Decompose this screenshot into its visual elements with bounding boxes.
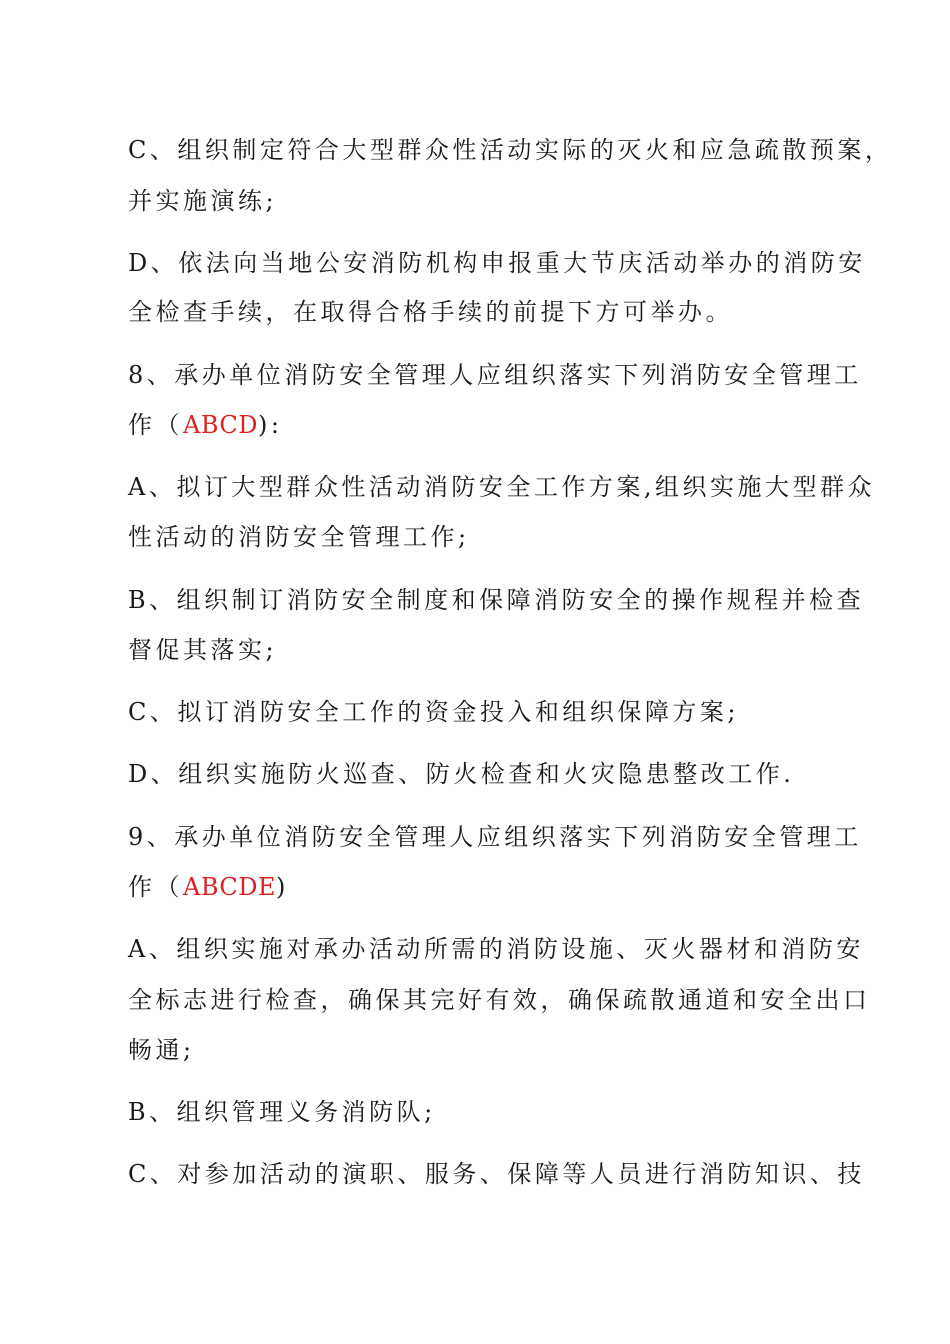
q7-option-c-line-2: 并实施演练; xyxy=(128,187,278,215)
q7-option-d-line-1: D、依法向当地公安消防机构申报重大节庆活动举办的消防安 xyxy=(128,249,866,277)
question-8-line-2 xyxy=(128,410,828,440)
q9-option-c-line-1: C、对参加活动的演职、服务、保障等人员进行消防知识、技 xyxy=(128,1160,865,1188)
question-8-prefix: 作（ xyxy=(128,411,183,439)
q7-option-d-line-2: 全检查手续，在取得合格手续的前提下方可举办。 xyxy=(128,298,733,326)
question-9-prefix: 作（ xyxy=(128,873,183,901)
question-8-suffix: ): xyxy=(258,411,283,439)
q8-option-c-line-1: C、拟订消防安全工作的资金投入和组织保障方案; xyxy=(128,698,739,726)
question-9-line-2 xyxy=(128,872,828,902)
q9-option-b-line-1: B、组织管理义务消防队; xyxy=(128,1098,436,1126)
question-8-line-1: 8、承办单位消防安全管理人应组织落实下列消防安全管理工 xyxy=(128,361,862,389)
question-9-answer: ABCDE xyxy=(183,873,277,901)
q9-option-a-line-2: 全标志进行检查，确保其完好有效，确保疏散通道和安全出口 xyxy=(128,986,871,1014)
q8-option-d-line-1: D、组织实施防火巡查、防火检查和火灾隐患整改工作. xyxy=(128,760,795,788)
question-9-line-1: 9、承办单位消防安全管理人应组织落实下列消防安全管理工 xyxy=(128,823,862,851)
question-9-suffix: ) xyxy=(276,873,289,901)
q9-option-a-line-3: 畅通; xyxy=(128,1036,195,1064)
q8-option-b-line-1: B、组织制订消防安全制度和保障消防安全的操作规程并检查 xyxy=(128,586,865,614)
q8-option-a-line-2: 性活动的消防安全管理工作; xyxy=(128,523,470,551)
q9-option-a-line-1: A、组织实施对承办活动所需的消防设施、灭火器材和消防安 xyxy=(128,935,864,963)
q7-option-c-line-1: C、组织制定符合大型群众性活动实际的灭火和应急疏散预案， xyxy=(128,136,893,164)
q8-option-a-line-1: A、拟订大型群众性活动消防安全工作方案,组织实施大型群众 xyxy=(128,473,875,501)
q8-option-b-line-2: 督促其落实; xyxy=(128,636,278,664)
question-8-answer: ABCD xyxy=(183,411,259,439)
